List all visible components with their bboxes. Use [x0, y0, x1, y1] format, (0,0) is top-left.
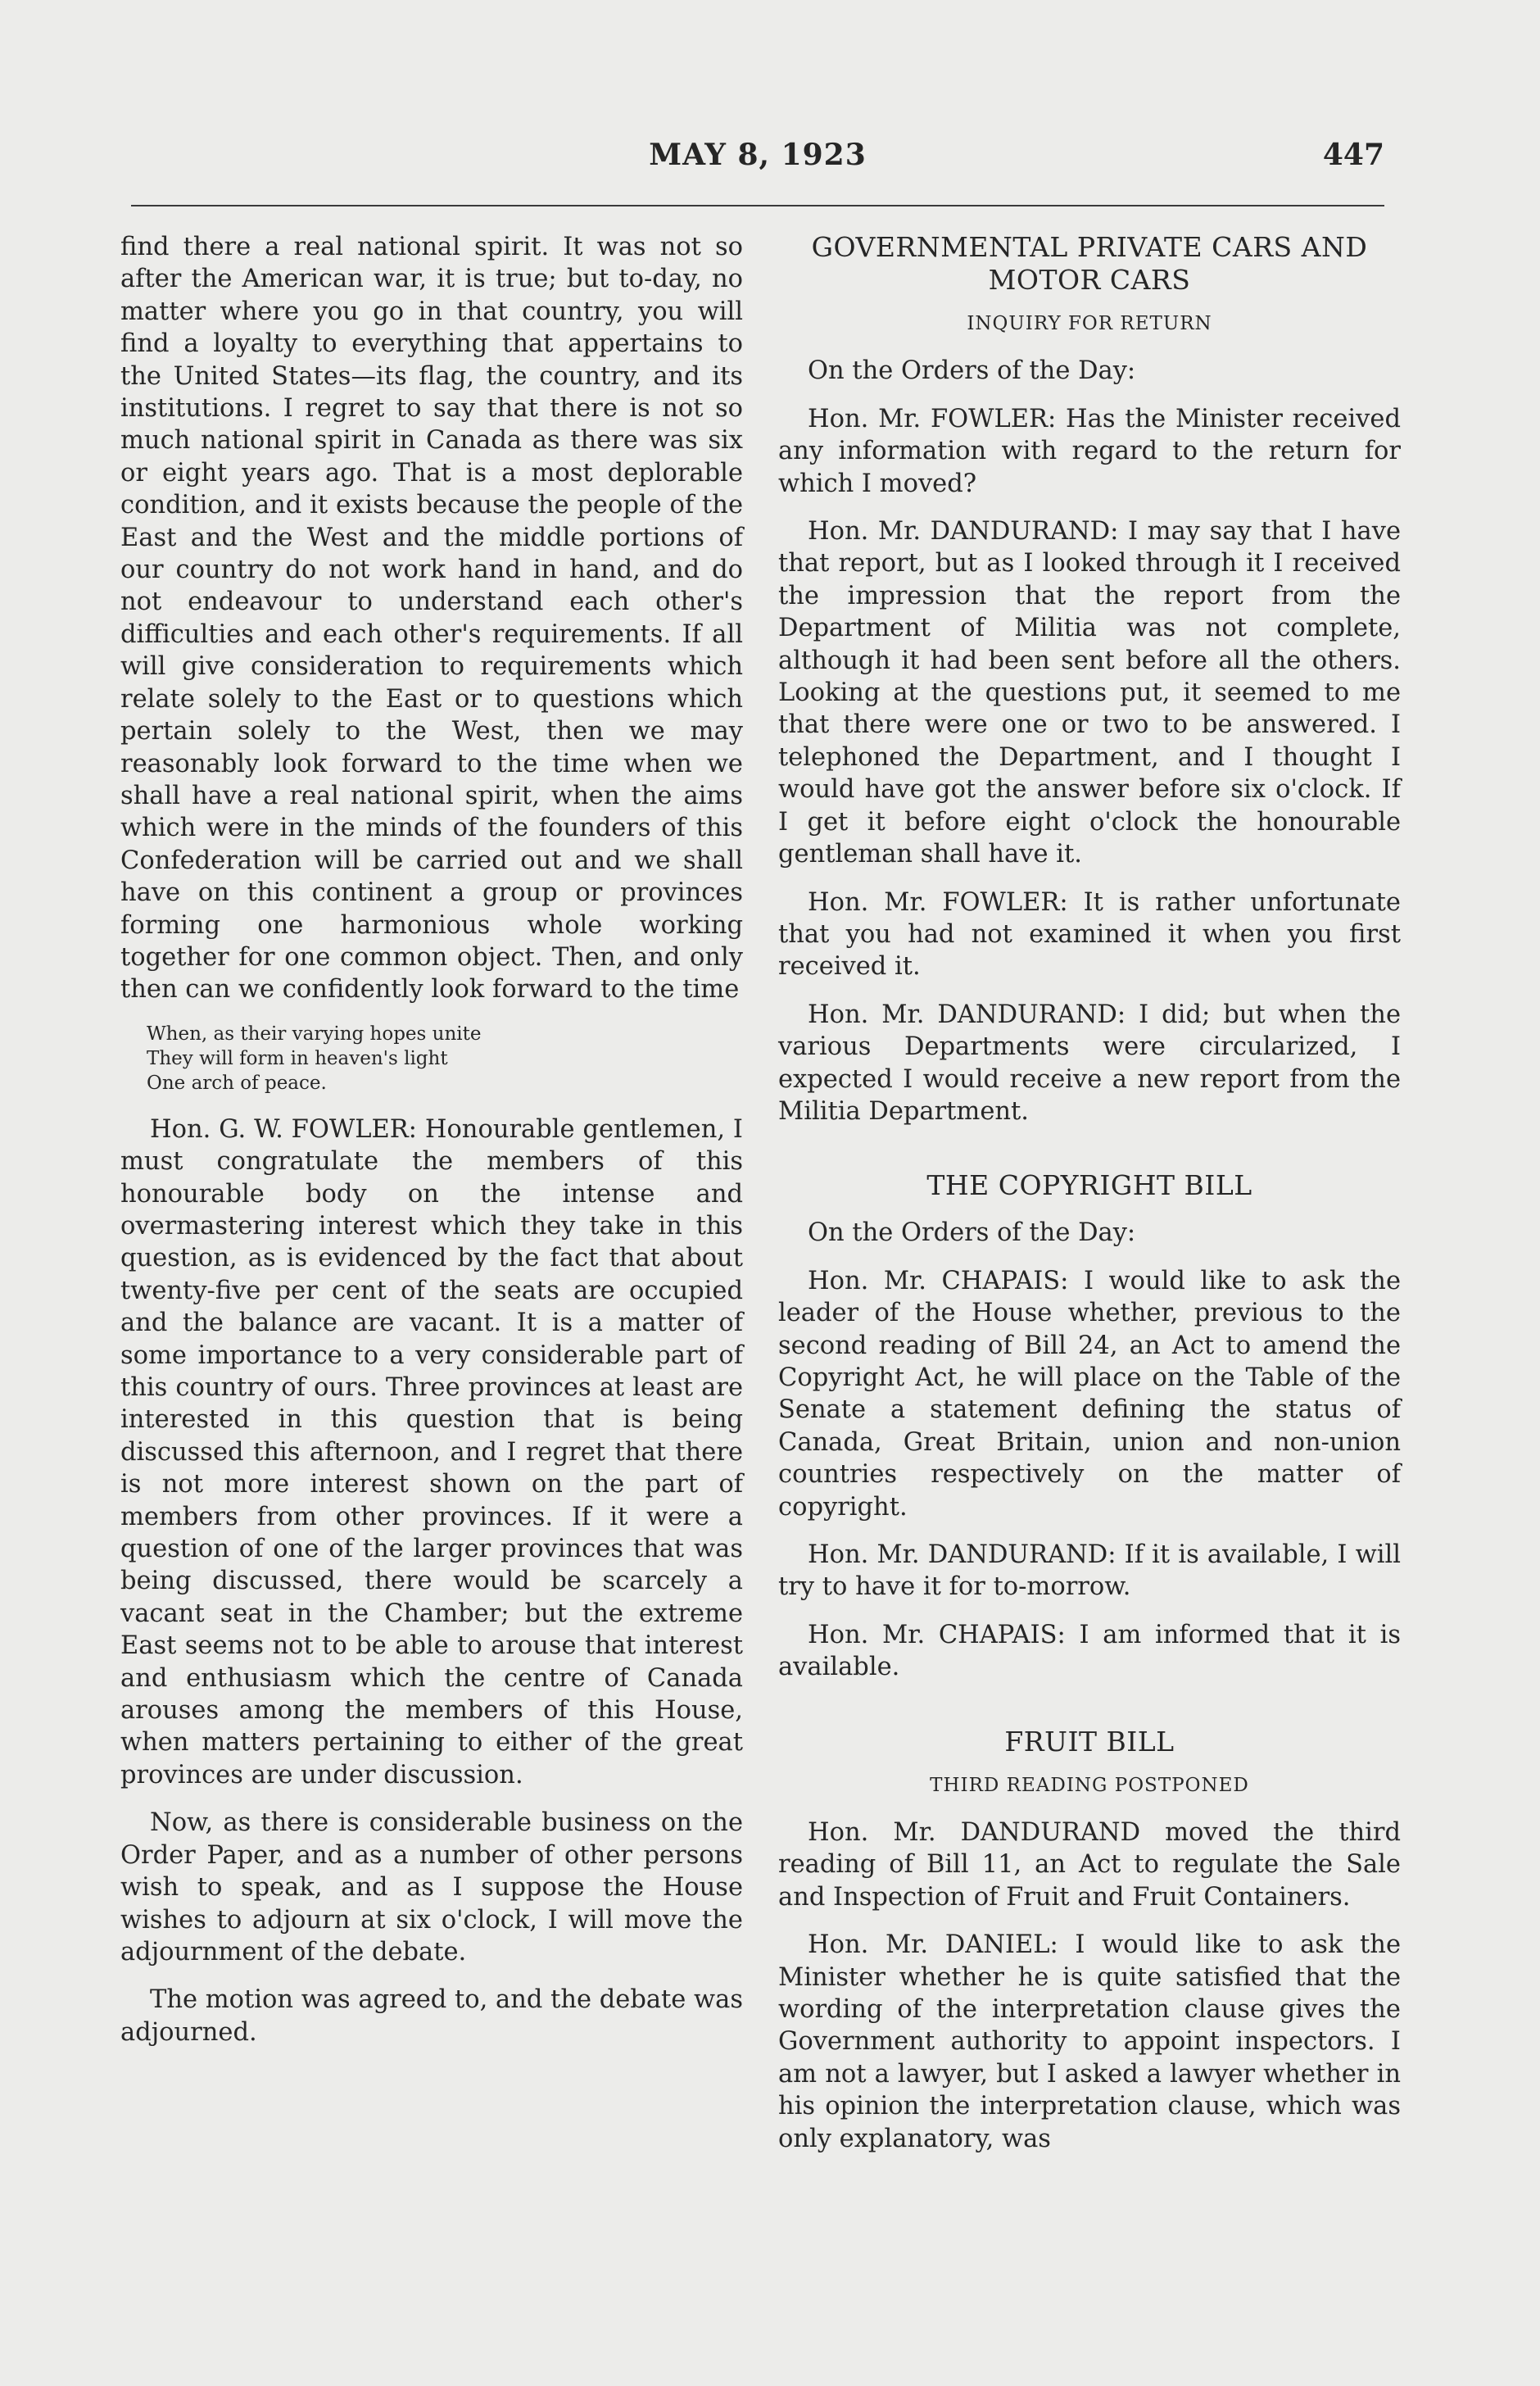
paragraph: The motion was agreed to, and the debate was adjourned. — [120, 1985, 743, 2047]
section-gap — [778, 1699, 1401, 1726]
verse-line: One arch of peace. — [147, 1072, 327, 1094]
paragraph: Hon. Mr. DANDURAND: I did; but when the various Departments were circularized, I expected I would receive a new report from the Militia Department. — [778, 1000, 1401, 1126]
paragraph: On the Orders of the Day: — [808, 1218, 1136, 1248]
header-rule — [131, 205, 1384, 206]
verse-quote — [147, 1022, 743, 1095]
paragraph: Hon. Mr. FOWLER: It is rather unfortunate that you had not examined it when you first received it. — [778, 887, 1401, 982]
paragraph: On the Orders of the Day: — [808, 356, 1136, 386]
paragraph: Hon. Mr. DANDURAND: If it is available, I will try to have it for to-morrow. — [778, 1540, 1401, 1602]
paragraph: Hon. Mr. DANDURAND moved the third reading of Bill 11, an Act to regulate the Sale and Inspection of Fruit and Fruit Containers. — [778, 1818, 1401, 1912]
verse-line: When, as their varying hopes unite — [147, 1023, 482, 1045]
paragraph: Now, as there is considerable business on the Order Paper, and as a number of other persons wish to speak, and as I suppose the House wishes to adjourn at six o'clock, I will move the adjournment of the debate. — [120, 1808, 743, 1966]
left-column — [120, 231, 743, 2064]
section-heading: GOVERNMENTAL PRIVATE CARS AND MOTOR CARS — [811, 231, 1368, 296]
paragraph: Hon. G. W. FOWLER: Honourable gentlemen, I must congratulate the members of this honourable body on the intense and overmastering interest which they take in this question, as is evidenced by the fact that about twenty-five per cent of the seats are occupied and the balance are vacant. It is a matter of some importance to a very considerable part of this country of ours. Three provinces at least are interested in this question that is being discussed this afternoon, and I regret that there is not more interest shown on the part of members from other provinces. If it were a question of one of the larger provinces that was being discussed, there would be scarcely a vacant seat in the Chamber; but the extreme East seems not to be able to arouse that interest and enthusiasm which the centre of Canada arouses among the members of this House, when matters pertaining to either of the great provinces are under discussion. — [120, 1114, 743, 1790]
paragraph: Hon. Mr. CHAPAIS: I am informed that it is available. — [778, 1620, 1401, 1682]
section-heading: FRUIT BILL — [1004, 1725, 1175, 1758]
paragraph: Hon. Mr. DANIEL: I would like to ask the Minister whether he is quite satisfied that the wording of the interpretation clause gives the Government authority to appoint inspectors. I am not a lawyer, but I asked a lawyer whether in his opinion the interpretation clause, which was only explanatory, was — [778, 1930, 1401, 2153]
section-gap — [778, 1209, 1401, 1217]
paragraph: find there a real national spirit. It was not so after the American war, it is true; but to-day, no matter where you go in that country, you will find a loyalty to everything that appertains to the United States—its flag, the country, and its institutions. I regret to say that there is not so much national spirit in Canada as there was six or eight years ago. That is a most deplorable condition, and it exists because the people of the East and the West and the middle portions of our country do not work hand in hand, and do not endeavour to understand each other's difficulties and each other's requirements. If all will give consideration to requirements which relate solely to the East or to questions which pertain solely to the West, then we may reasonably look forward to the time when we shall have a real national spirit, when the aims which were in the minds of the founders of this Confederation will be carried out and we shall have on this continent a group or provinces forming one harmonious whole working together for one common object. Then, and only then can we confidently look forward to the time — [120, 233, 743, 1005]
section-subheading: THIRD READING POSTPONED — [930, 1774, 1249, 1796]
page-header — [131, 138, 1384, 179]
section-gap — [778, 1143, 1401, 1169]
verse-line: They will form in heaven's light — [147, 1047, 448, 1069]
section-subheading: INQUIRY FOR RETURN — [967, 313, 1212, 334]
right-column — [778, 231, 1401, 2171]
paragraph: Hon. Mr. CHAPAIS: I would like to ask the leader of the House whether, previous to the second reading of Bill 24, an Act to amend the Copyright Act, he will place on the Table of the Senate a statement defining the status of Canada, Great Britain, union and non-union countries respectively on the matter of copyright. — [778, 1266, 1401, 1522]
paragraph: Hon. Mr. DANDURAND: I may say that I have that report, but as I looked through it I received the impression that the report from the Department of Militia was not complete, although it had been sent before all the others. Looking at the questions put, it seemed to me that there were one or two to be answered. I telephoned the Department, and I thought I would have got the answer before six o'clock. If I get it before eight o'clock the honourable gentleman shall have it. — [778, 517, 1401, 869]
section-heading: THE COPYRIGHT BILL — [926, 1169, 1252, 1202]
paragraph: Hon. Mr. FOWLER: Has the Minister received any information with regard to the return for which I moved? — [778, 404, 1401, 498]
header-date: MAY 8, 1923 — [649, 138, 867, 172]
page-number: 447 — [1322, 138, 1384, 172]
